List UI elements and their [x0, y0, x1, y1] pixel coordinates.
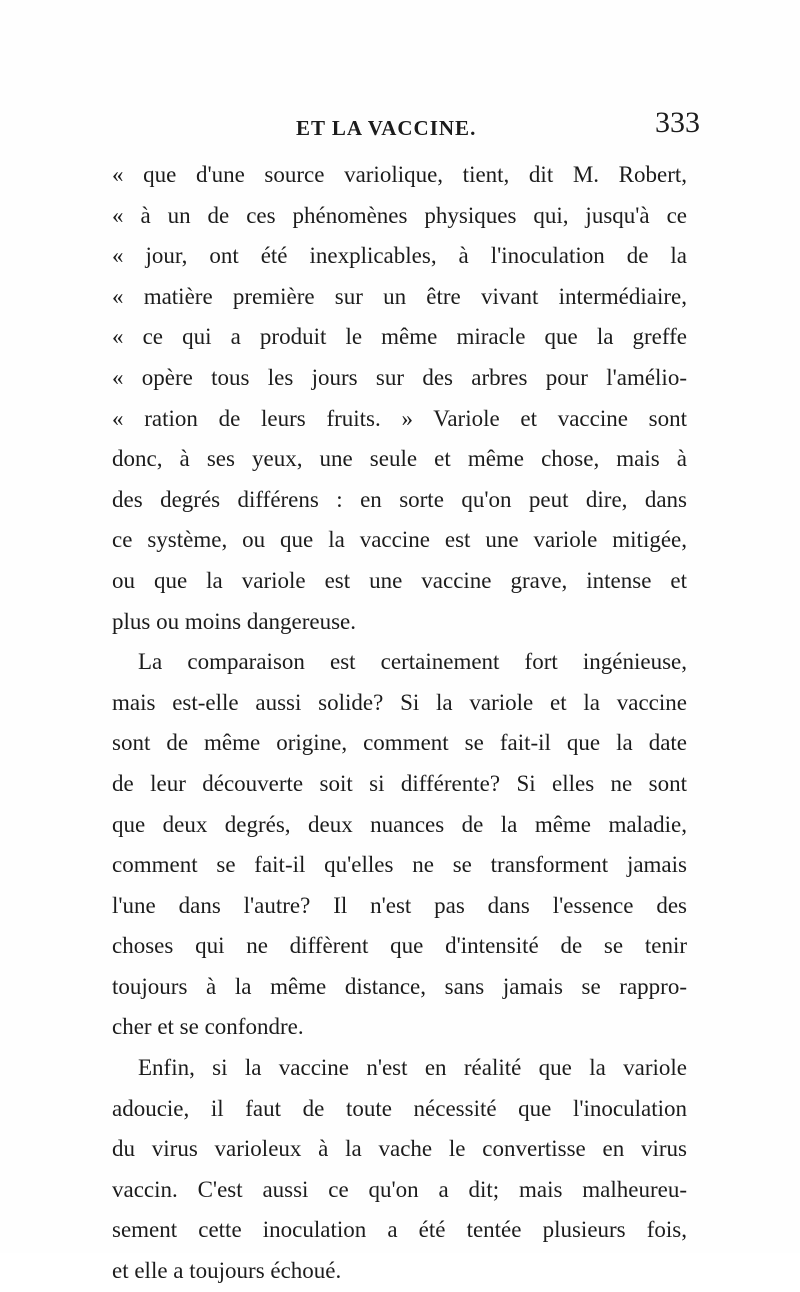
text-line: « jour, ont été inexplicables, à l'inoculation de la: [112, 243, 687, 269]
text-line: choses qui ne diffèrent que d'intensité de se tenir: [112, 933, 687, 959]
running-title: ET LA VACCINE.: [296, 116, 477, 140]
text-line: du virus varioleux à la vache le convertisse en virus: [112, 1136, 687, 1162]
text-line: « que d'une source variolique, tient, dit M. Robert,: [112, 162, 687, 187]
text-line: et elle a toujours échoué.: [112, 1258, 342, 1284]
text-line: ce système, ou que la vaccine est une variole mitigée,: [112, 527, 687, 553]
text-line: mais est-elle aussi solide? Si la variole et la vaccine: [112, 689, 687, 715]
page-number: 333: [655, 106, 700, 139]
text-line: sont de même origine, comment se fait-il que la date: [112, 730, 687, 756]
text-line: La comparaison est certainement fort ingénieuse,: [138, 649, 687, 675]
text-line: « opère tous les jours sur des arbres pour l'amélio-: [112, 364, 687, 390]
running-head: [0, 106, 800, 152]
body-text: [112, 155, 687, 1292]
text-line: comment se fait-il qu'elles ne se transforment jamais: [112, 852, 687, 878]
text-line: « ration de leurs fruits. » Variole et vaccine sont: [112, 405, 687, 431]
text-line: que deux degrés, deux nuances de la même maladie,: [112, 811, 687, 837]
text-line: l'une dans l'autre? Il n'est pas dans l'essence des: [112, 892, 687, 918]
text-line: Enfin, si la vaccine n'est en réalité que la variole: [138, 1055, 687, 1081]
text-line: « ce qui a produit le même miracle que la greffe: [112, 324, 687, 350]
text-line: cher et se confondre.: [112, 1014, 304, 1040]
text-line: toujours à la même distance, sans jamais se rappro-: [112, 973, 687, 999]
text-line: de leur découverte soit si différente? Si elles ne sont: [112, 770, 687, 796]
text-line: vaccin. C'est aussi ce qu'on a dit; mais malheureu-: [112, 1176, 687, 1202]
text-line: sement cette inoculation a été tentée plusieurs fois,: [112, 1217, 687, 1243]
text-line: adoucie, il faut de toute nécessité que l'inoculation: [112, 1095, 687, 1121]
text-line: ou que la variole est une vaccine grave, intense et: [112, 567, 687, 593]
text-line: donc, à ses yeux, une seule et même chose, mais à: [112, 446, 687, 472]
text-line: « à un de ces phénomènes physiques qui, jusqu'à ce: [112, 202, 687, 228]
text-line: « matière première sur un être vivant intermédiaire,: [112, 283, 687, 309]
text-line: des degrés différens : en sorte qu'on peut dire, dans: [112, 486, 687, 512]
text-line: plus ou moins dangereuse.: [112, 608, 357, 634]
